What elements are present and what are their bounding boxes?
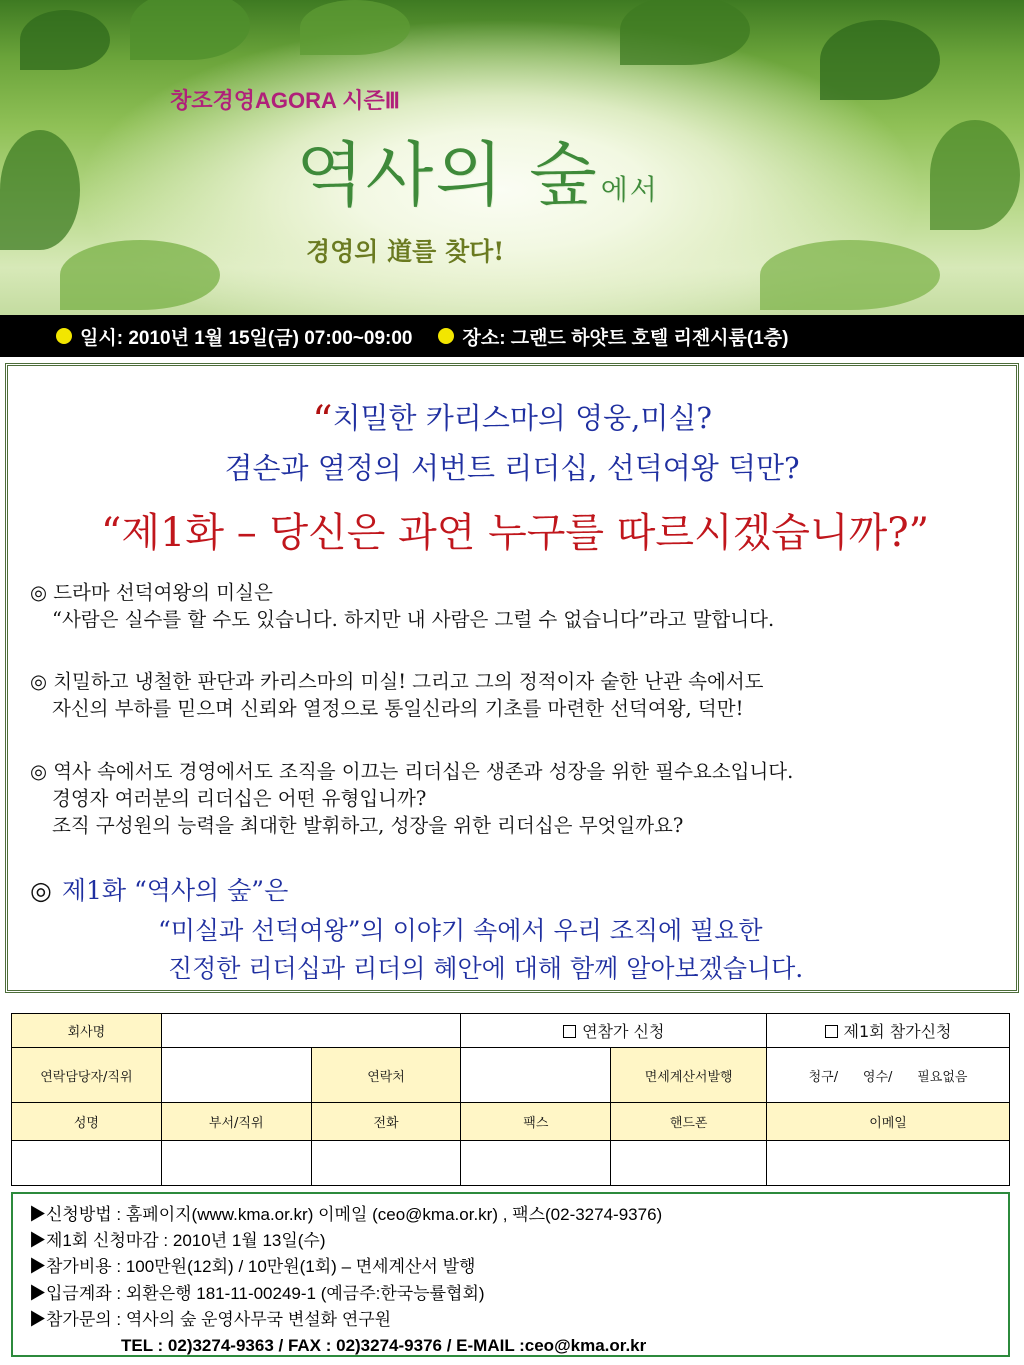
phone-field[interactable] [311, 1141, 461, 1186]
contact-person-field[interactable] [161, 1048, 311, 1103]
question-2: 겸손과 열정의 서번트 리더십, 선덕여왕 덕만? [224, 451, 800, 485]
email-header: 이메일 [767, 1103, 1010, 1141]
leaf-decoration [930, 120, 1020, 230]
annual-option[interactable] [461, 1014, 767, 1048]
email-field[interactable] [767, 1141, 1010, 1186]
event-info-bar [0, 315, 1024, 357]
table-row [12, 1048, 1010, 1103]
contact-person-label: 연락담당자/직위 [12, 1048, 162, 1103]
leaf-decoration [620, 0, 750, 65]
table-row [12, 1014, 1010, 1048]
episode-line-2: “미실과 선덕여왕”의 이야기 속에서 우리 조직에 필요한 [158, 916, 763, 945]
paragraph-1 [30, 579, 774, 633]
session1-option[interactable] [767, 1014, 1010, 1048]
quote-mark: “ [312, 398, 333, 444]
info-line-method: ▶신청방법 : 홈페이지(www.kma.or.kr) 이메일 (ceo@kma.or.kr) , 팩스(02-3274-9376) [29, 1205, 663, 1224]
checkbox-icon[interactable] [825, 1025, 838, 1038]
invoice-label: 면세계산서발행 [611, 1048, 767, 1103]
main-title-text: 역사의 숲 [296, 134, 599, 216]
paragraph-line: 자신의 부하를 믿으며 신뢰와 열정으로 통일신라의 기초를 마련한 선덕여왕, 덕만! [52, 697, 744, 720]
info-line-fee: ▶참가비용 : 100만원(12회) / 10만원(1회) – 면세계산서 발행 [29, 1257, 476, 1277]
dept-header: 부서/직위 [161, 1103, 311, 1141]
question-1 [8, 396, 1016, 444]
checkbox-icon[interactable] [563, 1025, 576, 1038]
episode-line-3: 진정한 리더십과 리더의 혜안에 대해 함께 알아보겠습니다. [168, 954, 804, 983]
paragraph-line: ◎ 역사 속에서도 경영에서도 조직을 이끄는 리더십은 생존과 성장을 위한 필수요소입니다. [30, 760, 794, 783]
episode-intro-text: 제1화 “역사의 숲”은 [61, 876, 289, 905]
info-line-account: ▶입금계좌 : 외환은행 181-11-00249-1 (예금주:한국능률협회) [29, 1283, 485, 1303]
message-box [5, 363, 1019, 993]
season-label: 창조경영AGORA 시즌Ⅲ [170, 88, 400, 113]
name-field[interactable] [12, 1141, 162, 1186]
mobile-header: 핸드폰 [611, 1103, 767, 1141]
table-row [12, 1103, 1010, 1141]
leaf-decoration [20, 10, 110, 70]
paragraph-line: 경영자 여러분의 리더십은 어떤 유형입니까? [52, 787, 427, 810]
sub-title: 경영의 道를 찾다! [306, 237, 505, 266]
main-title-suffix: 에서 [600, 173, 659, 206]
paragraph-line: ◎ 드라마 선덕여왕의 미실은 [30, 581, 273, 604]
bullet-symbol: ◎ [30, 876, 52, 905]
phone-header: 전화 [311, 1103, 461, 1141]
paragraph-line: 조직 구성원의 능력을 최대한 발휘하고, 성장을 위한 리더십은 무엇일까요? [52, 814, 684, 837]
company-field[interactable] [161, 1014, 461, 1048]
info-line-inquiry: ▶참가문의 : 역사의 숲 운영사무국 변설화 연구원 [29, 1309, 392, 1329]
question-1-text: 치밀한 카리스마의 영웅,미실? [332, 401, 712, 435]
session1-option-label: 제1회 참가신청 [843, 1022, 952, 1041]
application-info-box [11, 1192, 1010, 1357]
episode-intro [30, 871, 288, 907]
episode-headline: “제1화 – 당신은 과연 누구를 따르시겠습니까?” [100, 510, 930, 556]
info-line-contact: TEL : 02)3274-9363 / FAX : 02)3274-9376 / E-MAIL :ceo@kma.or.kr [121, 1336, 647, 1356]
bullet-icon [438, 328, 454, 344]
paragraph-line: ◎ 치밀하고 냉철한 판단과 카리스마의 미실! 그리고 그의 정적이자 숱한 난관 속에서도 [30, 670, 764, 693]
leaf-decoration [60, 240, 220, 310]
leaf-decoration [0, 130, 80, 250]
bullet-icon [56, 328, 72, 344]
mobile-field[interactable] [611, 1141, 767, 1186]
fax-header: 팩스 [461, 1103, 611, 1141]
paragraph-3 [30, 758, 793, 839]
contact-field[interactable] [461, 1048, 611, 1103]
leaf-decoration [760, 240, 940, 310]
leaf-decoration [300, 0, 410, 55]
registration-form [11, 1013, 1010, 1186]
invoice-options[interactable]: 청구/ 영수/ 필요없음 [767, 1048, 1010, 1103]
paragraph-2 [30, 668, 764, 722]
table-row [12, 1141, 1010, 1186]
leaf-decoration [820, 20, 940, 100]
leaf-decoration [130, 0, 250, 60]
paragraph-line: “사람은 실수를 할 수도 있습니다. 하지만 내 사람은 그럴 수 없습니다”라고 말합니다. [52, 608, 775, 631]
info-line-deadline: ▶제1회 신청마감 : 2010년 1월 13일(수) [29, 1231, 326, 1251]
dept-field[interactable] [161, 1141, 311, 1186]
event-date: 일시: 2010년 1월 15일(금) 07:00~09:00 [80, 327, 413, 349]
fax-field[interactable] [461, 1141, 611, 1186]
name-header: 성명 [12, 1103, 162, 1141]
company-label: 회사명 [12, 1014, 162, 1048]
contact-label: 연락처 [311, 1048, 461, 1103]
event-venue: 장소: 그랜드 하얏트 호텔 리젠시룸(1층) [462, 327, 789, 349]
header-banner [0, 0, 1024, 315]
main-title [296, 134, 659, 216]
annual-option-label: 연참가 신청 [582, 1022, 665, 1041]
